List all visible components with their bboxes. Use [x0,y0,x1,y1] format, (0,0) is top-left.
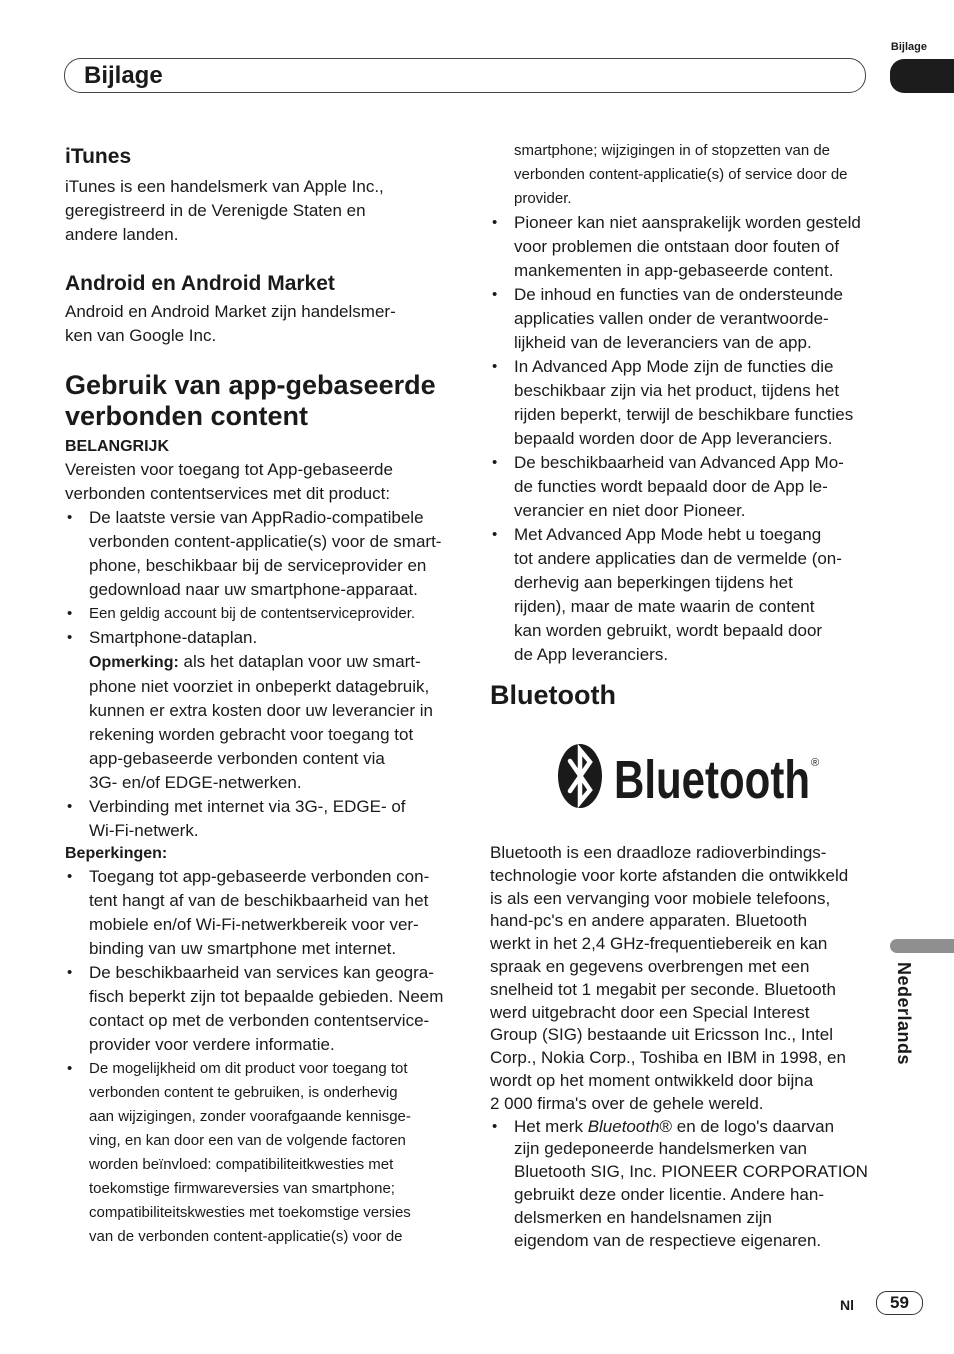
text-line: • In Advanced App Mode zijn de functies die [514,357,834,376]
text-line: Bluetooth is een draadloze radioverbindings- [490,843,827,862]
requirements-intro [65,458,457,506]
text-line: compatibiliteitskwesties met toekomstige versies [89,1204,411,1221]
text-line: mankementen in app-gebaseerde content. [514,261,834,280]
text-line: Group (SIG) bestaande uit Ericsson Inc., Intel [490,1025,833,1045]
running-head: Bijlage [890,41,927,53]
text-line: andere landen. [65,225,179,244]
text-line: • De laatste versie van AppRadio-compatibele [89,508,424,527]
page-number: 59 [876,1291,923,1315]
text-line: • Een geldig account bij de contentserviceprovider. [89,605,416,622]
section-thumb-tab [890,59,954,93]
android-heading: Android en Android Market [65,272,335,295]
text-line: binding van uw smartphone met internet. [89,939,397,958]
section-header-frame [64,58,866,93]
text-line: smartphone; wijzigingen in of stopzetten van de [514,142,831,159]
text-line: • De beschikbaarheid van services kan geogra- [89,963,434,982]
android-section [65,270,457,348]
text-line: fisch beperkt zijn tot bepaalde gebieden. Neem [89,987,444,1006]
text-line: rijden), maar de mate waarin de content [514,597,815,616]
list-item [65,1057,457,1249]
text-line: gedownload naar uw smartphone-apparaat. [89,580,418,599]
heading-line: Gebruik van app-gebaseerde [65,370,436,400]
note-label: Opmerking: [89,654,179,671]
text-line: de functies wordt bepaald door de App le- [514,477,828,496]
list-item [490,1116,882,1253]
list-item [65,961,457,1057]
list-item [490,283,882,355]
note-text: als het dataplan voor uw smart- [178,652,421,671]
app-content-section [65,370,457,1249]
text-line: verbonden contentservices met dit product: [65,484,391,503]
text-line: snelheid tot 1 megabit per seconde. Bluetooth [490,979,836,999]
text-line: phone, beschikbaar bij de serviceprovider en [89,556,427,575]
itunes-section [65,143,457,247]
text-line: bepaald worden door de App leveranciers. [514,429,833,448]
text-line: 3G- en/of EDGE-netwerken. [89,773,302,792]
list-item [490,355,882,451]
text-line: gebruikt deze onder licentie. Andere han- [514,1184,824,1204]
text-line: verancier en niet door Pioneer. [514,501,746,520]
note-line [89,650,457,675]
limitations-continued [490,139,882,667]
text-line: Corp., Nokia Corp., Toshiba en IBM in 1998, en [490,1048,846,1068]
limitations-label: Beperkingen: [65,845,168,862]
list-item [65,506,457,602]
text-line: • Pioneer kan niet aansprakelijk worden gesteld [514,213,861,232]
text-line: Android en Android Market zijn handelsmer- [65,302,396,321]
text-line: derhevig aan beperkingen tijdens het [514,573,793,592]
text-line: technologie voor korte afstanden die ontwikkeld [490,865,849,885]
text-line: van de verbonden content-applicatie(s) voor de [89,1228,403,1245]
itunes-heading: iTunes [65,145,132,168]
text-line: eigendom van de respectieve eigenaren. [514,1230,822,1250]
text-line: verbonden content-applicatie(s) of service door de [514,166,848,183]
language-code: Nl [840,1297,854,1313]
text-line: delsmerken en handelsnamen zijn [514,1207,772,1227]
language-thumb-tab [890,939,954,953]
trademark-list [490,1116,882,1253]
bluetooth-heading: Bluetooth [490,680,616,710]
text-line: contact op met de verbonden contentservice- [89,1011,430,1030]
trademark-suffix: ® en de logo's daarvan [659,1116,835,1136]
text-line: verbonden content te gebruiken, is onderhevig [89,1084,398,1101]
bluetooth-section [490,842,882,1252]
text-line: tent hangt af van de beschikbaarheid van het [89,891,429,910]
text-line: provider. [514,190,572,207]
text-line: rijden beperkt, terwijl de beschikbare functies [514,405,854,424]
language-label: Nederlands [894,962,914,1066]
text-line: verbonden content-applicatie(s) voor de smart- [89,532,442,551]
important-label: BELANGRIJK [65,438,170,455]
list-item [65,602,457,626]
list-item [490,451,882,523]
text-line: • Smartphone-dataplan. [89,628,258,647]
text-line: Vereisten voor toegang tot App-gebaseerde [65,460,393,479]
text-line: geregistreerd in de Verenigde Staten en [65,201,366,220]
text-line: beschikbaar zijn via het product, tijdens het [514,381,840,400]
text-line: worden beïnvloed: compatibiliteitkwesties met [89,1156,394,1173]
section-title: Bijlage [84,62,163,89]
requirements-list [65,506,457,843]
text-line: zijn gedeponeerde handelsmerken van [514,1139,807,1159]
text-line: provider voor verdere informatie. [89,1035,335,1054]
text-line: Wi-Fi-netwerk. [89,821,199,840]
text-line: ken van Google Inc. [65,326,217,345]
text-line: kan worden gebruikt, wordt bepaald door [514,621,823,640]
text-line [514,1116,882,1139]
text-line: werd uitgebracht door een Special Interest [490,1002,810,1022]
text-line: • Met Advanced App Mode hebt u toegang [514,525,822,544]
list-item [65,626,457,795]
text-line: rekening worden gebracht voor toegang tot [89,725,414,744]
text-line: applicaties vallen onder de verantwoorde- [514,309,829,328]
trademark-prefix: Het merk [514,1116,588,1136]
text-line: iTunes is een handelsmerk van Apple Inc., [65,177,384,196]
text-line: 2 000 firma's over de gehele wereld. [490,1093,764,1113]
bluetooth-wordmark: Bluetooth [614,750,810,810]
text-line: lijkheid van de leveranciers van de app. [514,333,812,352]
text-line: aan wijzigingen, zonder voorafgaande kennisge- [89,1108,411,1125]
list-item [65,865,457,961]
list-item [65,795,457,843]
bluetooth-logo [556,742,826,812]
android-paragraph [65,300,457,348]
text-line: spraak en gegevens overbrengen met een [490,956,810,976]
text-line: voor problemen die ontstaan door fouten of [514,237,840,256]
app-content-heading [65,370,457,432]
heading-line: verbonden content [65,401,309,431]
text-line: werkt in het 2,4 GHz-frequentiebereik en kan [490,934,828,954]
text-line: phone niet voorziet in onbeperkt datagebruik, [89,677,430,696]
text-line: wordt op het moment ontwikkeld door bijna [490,1070,814,1090]
bluetooth-paragraph [490,842,882,1116]
text-line: tot andere applicaties dan de vermelde (on- [514,549,842,568]
continuation-text [490,139,882,211]
text-line: ving, en kan door een van de volgende factoren [89,1132,406,1149]
text-line: • Toegang tot app-gebaseerde verbonden con- [89,867,430,886]
itunes-paragraph [65,175,457,247]
text-line: Bluetooth SIG, Inc. PIONEER CORPORATION [514,1162,868,1182]
text-line: de App leveranciers. [514,645,669,664]
text-line: • De beschikbaarheid van Advanced App Mo- [514,453,844,472]
limitations-list-continued [490,211,882,667]
list-item [490,523,882,667]
text-line: is als een vervanging voor mobiele telefoons, [490,888,831,908]
text-line: kunnen er extra kosten door uw leverancier in [89,701,433,720]
registered-mark: ® [811,757,820,769]
text-line: • De mogelijkheid om dit product voor toegang tot [89,1060,408,1077]
limitations-list [65,865,457,1249]
text-line: app-gebaseerde verbonden content via [89,749,385,768]
text-line: toekomstige firmwareversies van smartphone; [89,1180,395,1197]
trademark-brand: Bluetooth [587,1116,660,1136]
text-line: mobiele en/of Wi-Fi-netwerkbereik voor ver- [89,915,419,934]
text-line: • De inhoud en functies van de ondersteunde [514,285,843,304]
text-line: hand-pc's en andere apparaten. Bluetooth [490,911,808,931]
list-item [490,211,882,283]
text-line: • Verbinding met internet via 3G-, EDGE- of [89,797,406,816]
